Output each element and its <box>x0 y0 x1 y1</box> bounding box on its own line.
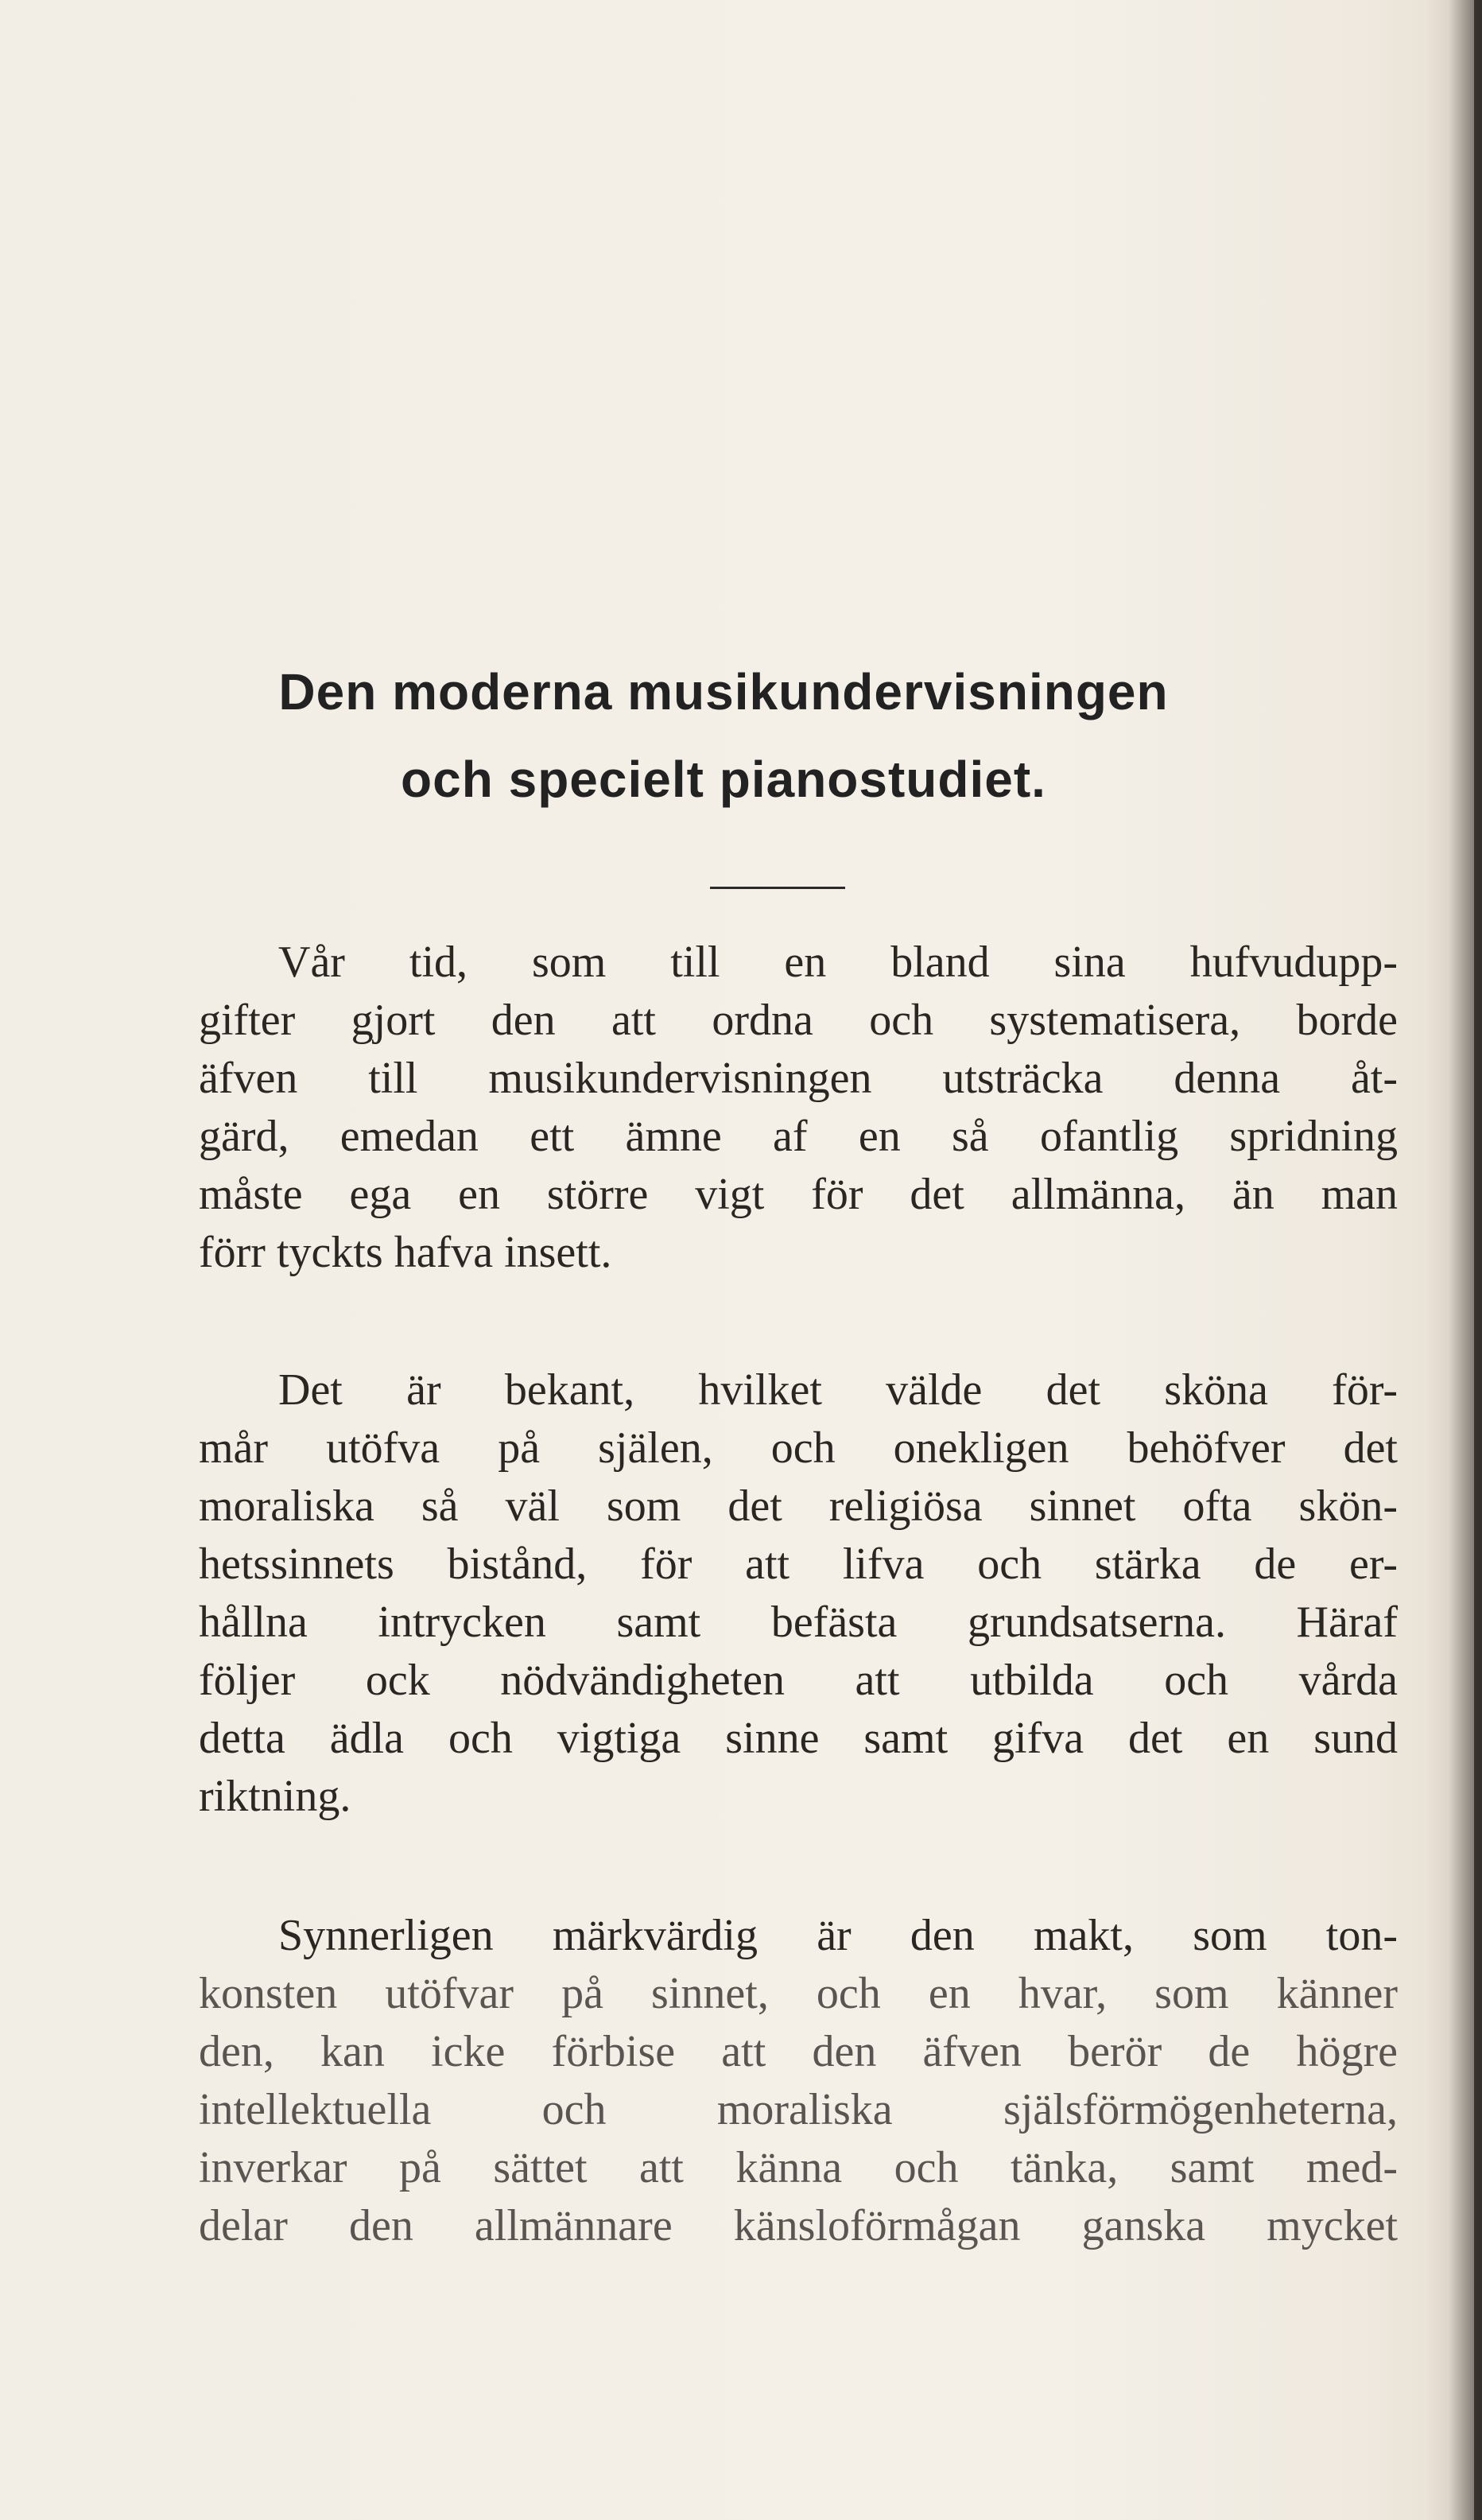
text-line: hetssinnets bistånd, för att lifva och stärka de er- <box>199 1540 1398 1589</box>
text-line: måste ega en större vigt för det allmänna, än man <box>199 1170 1398 1219</box>
page-title-line-2: och specielt pianostudiet. <box>401 751 1046 808</box>
text-line: detta ädla och vigtiga sinne samt gifva det en sund <box>199 1714 1398 1763</box>
text-line: inverkar på sättet att känna och tänka, samt med- <box>199 2143 1398 2192</box>
text-line: delar den allmännare känsloförmågan ganska mycket <box>199 2201 1398 2250</box>
text-line: äfven till musikundervisningen utsträcka denna åt- <box>199 1054 1398 1103</box>
page-title-line-1: Den moderna musikundervisningen <box>278 663 1169 720</box>
text-line: mår utöfva på själen, och onekligen behöfver det <box>199 1423 1398 1473</box>
text-line: gifter gjort den att ordna och systematisera, borde <box>199 996 1398 1045</box>
text-line: gärd, emedan ett ämne af en så ofantlig spridning <box>199 1112 1398 1161</box>
text-line: följer ock nödvändigheten att utbilda och vårda <box>199 1656 1398 1705</box>
text-line: moraliska så väl som det religiösa sinnet ofta skön- <box>199 1481 1398 1531</box>
text-line: Synnerligen märkvärdig är den makt, som ton- <box>278 1911 1398 1960</box>
text-line: hållna intrycken samt befästa grundsatserna. Häraf <box>199 1598 1398 1647</box>
text-line: den, kan icke förbise att den äfven berör de högre <box>199 2027 1398 2076</box>
text-line: intellektuella och moraliska själsförmögenheterna, <box>199 2085 1398 2134</box>
text-line: Vår tid, som till en bland sina hufvudupp- <box>278 938 1398 987</box>
text-line: riktning. <box>199 1772 351 1821</box>
title-divider <box>710 887 845 889</box>
text-line: förr tyckts hafva insett. <box>199 1228 612 1277</box>
text-line: konsten utöfvar på sinnet, och en hvar, som känner <box>199 1969 1398 2018</box>
page-edge <box>1474 0 1482 2520</box>
text-line: Det är bekant, hvilket välde det sköna för- <box>278 1365 1398 1415</box>
